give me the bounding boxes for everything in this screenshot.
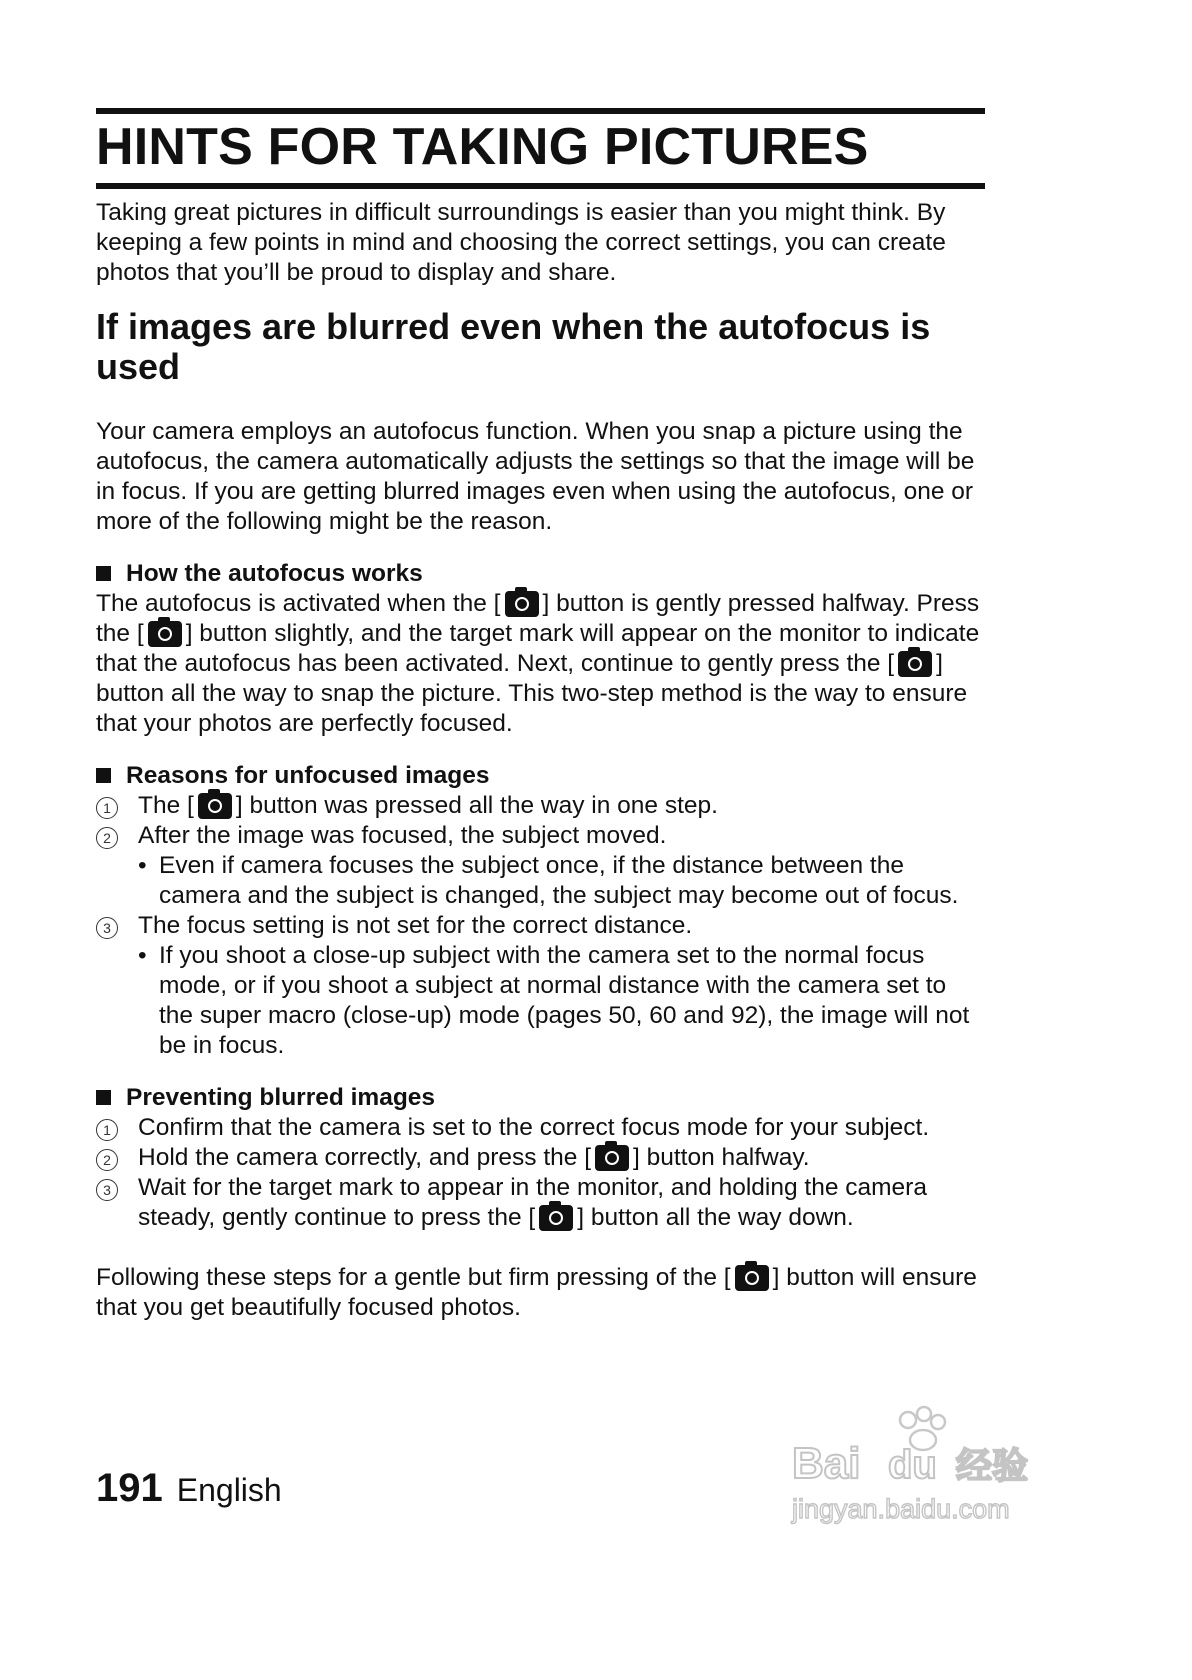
subheading-reasons xyxy=(96,761,985,791)
sub-bullet-text: If you shoot a close-up subject with the camera set to the normal focus mode, or if you shoot a subject at normal distance with the camera set to the super macro (close-up) mode (pages 50, 60 and 92), the image will not be in focus. xyxy=(159,941,970,1059)
circled-number: 3 xyxy=(96,1179,118,1201)
camera-shutter-icon xyxy=(539,1205,573,1231)
list-item-text: After the image was focused, the subject moved. xyxy=(138,821,667,849)
list-item xyxy=(96,821,985,851)
text-run: The autofocus is activated when the [ xyxy=(96,589,501,617)
page-number: 191 xyxy=(96,1466,163,1510)
how-paragraph xyxy=(96,589,985,739)
svg-text:经验: 经验 xyxy=(956,1446,1029,1487)
list-item-text xyxy=(138,1173,985,1233)
text-run: ] button is gently pressed halfway. Press the [ xyxy=(96,589,980,647)
text-run: Hold the camera correctly, and press the [ xyxy=(138,1143,591,1171)
svg-text:Bai: Bai xyxy=(792,1439,861,1488)
sub-bullet-item xyxy=(96,941,985,1061)
circled-number: 2 xyxy=(96,827,118,849)
text-run: ] button all the way to snap the picture. This two-step method is the way to ensure that your photos are perfectly focused. xyxy=(96,649,968,737)
square-bullet-icon xyxy=(96,768,111,783)
content xyxy=(96,198,985,1323)
camera-shutter-icon xyxy=(505,591,539,617)
list-item-text: The focus setting is not set for the correct distance. xyxy=(138,911,693,939)
sub-bullet-text: Even if camera focuses the subject once, if the distance between the camera and the subject is changed, the subject may become out of focus. xyxy=(159,851,959,909)
subheading-label: How the autofocus works xyxy=(126,559,423,587)
camera-shutter-icon xyxy=(735,1265,769,1291)
list-item xyxy=(96,1173,985,1233)
page-footer xyxy=(96,1466,282,1511)
camera-shutter-icon xyxy=(898,651,932,677)
title-rule-bottom xyxy=(96,183,985,189)
subheading-how-autofocus xyxy=(96,559,985,589)
circled-number: 2 xyxy=(96,1149,118,1171)
baidu-watermark-logo xyxy=(788,1400,1048,1530)
square-bullet-icon xyxy=(96,566,111,581)
text-run: Following these steps for a gentle but firm pressing of the [ xyxy=(96,1263,731,1291)
svg-text:jingyan.baidu.com: jingyan.baidu.com xyxy=(792,1494,1010,1524)
list-item-text xyxy=(138,1143,810,1173)
subheading-prevent xyxy=(96,1083,985,1113)
square-bullet-icon xyxy=(96,1090,111,1105)
text-run: ] button halfway. xyxy=(633,1143,810,1171)
circled-number: 3 xyxy=(96,917,118,939)
bullet-dot-icon: • xyxy=(138,851,147,879)
svg-text:du: du xyxy=(888,1443,937,1487)
list-item-text xyxy=(138,791,718,821)
section-heading: If images are blurred even when the autofocus is used xyxy=(96,306,931,387)
text-run: The [ xyxy=(138,791,194,819)
list-item xyxy=(96,791,985,821)
text-run: ] button slightly, and the target mark will appear on the monitor to indicate that the autofocus has been activated. Next, continue to gently press the [ xyxy=(96,619,980,677)
text-run: Wait for the target mark to appear in the monitor, and holding the camera steady, gently continue to press the [ xyxy=(138,1173,927,1231)
list-item xyxy=(96,1113,985,1143)
subheading-label: Reasons for unfocused images xyxy=(126,761,490,789)
camera-shutter-icon xyxy=(198,793,232,819)
prevent-list xyxy=(96,1113,985,1233)
reasons-list xyxy=(96,791,985,1061)
page-title: HINTS FOR TAKING PICTURES xyxy=(96,118,869,176)
text-run: ] button was pressed all the way in one step. xyxy=(235,791,718,819)
bullet-dot-icon: • xyxy=(138,941,147,969)
circled-number: 1 xyxy=(96,797,118,819)
list-item xyxy=(96,1143,985,1173)
text-run: ] button will ensure that you get beautifully focused photos. xyxy=(96,1263,977,1321)
list-item xyxy=(96,911,985,941)
section-paragraph: Your camera employs an autofocus function. When you snap a picture using the autofocus, the camera automatically adjusts the settings so that the image will be in focus. If you are getting blurred images even when using the autofocus, one or more of the following might be the reason. xyxy=(96,417,975,535)
page-language: English xyxy=(176,1472,282,1508)
text-run: ] button all the way down. xyxy=(577,1203,854,1231)
circled-number: 1 xyxy=(96,1119,118,1141)
sub-bullet-item xyxy=(96,851,985,911)
camera-shutter-icon xyxy=(148,621,182,647)
subheading-label: Preventing blurred images xyxy=(126,1083,436,1111)
list-item-text: Confirm that the camera is set to the correct focus mode for your subject. xyxy=(138,1113,930,1141)
intro-paragraph: Taking great pictures in difficult surroundings is easier than you might think. By keeping a few points in mind and choosing the correct settings, you can create photos that you’ll be proud to display and share. xyxy=(96,199,946,286)
camera-shutter-icon xyxy=(595,1145,629,1171)
closing-paragraph xyxy=(96,1263,985,1323)
